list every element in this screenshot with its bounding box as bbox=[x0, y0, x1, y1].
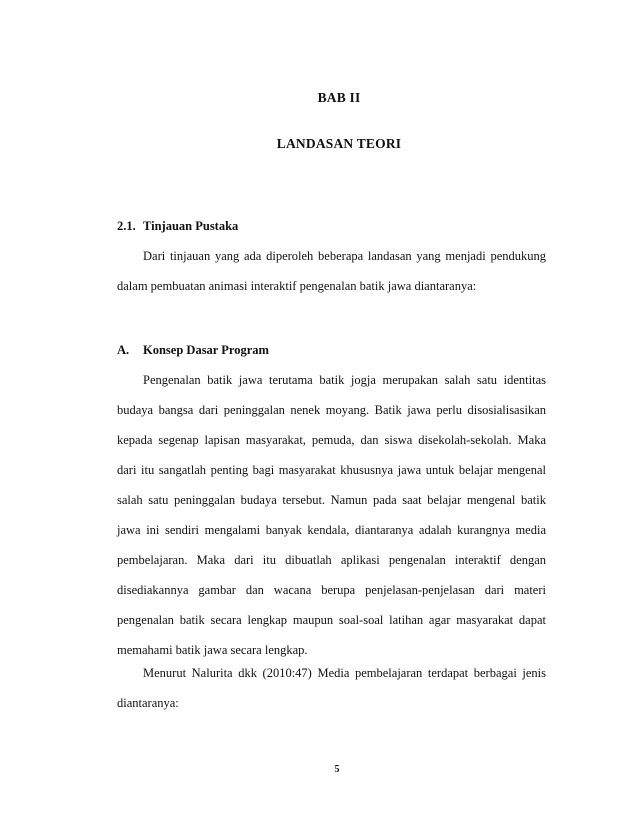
page-number: 5 bbox=[334, 764, 340, 775]
chapter-title: LANDASAN TEORI bbox=[276, 136, 402, 151]
paragraph-media-pembelajaran: Menurut Nalurita dkk (2010:47) Media pembelajaran terdapat berbagai jenis diantaranya: bbox=[117, 666, 546, 710]
section-number: 2.1. bbox=[117, 219, 136, 233]
section-heading-tinjauan-pustaka bbox=[117, 219, 238, 234]
section-heading-konsep-dasar-program bbox=[117, 343, 269, 358]
paragraph-tinjauan-intro: Dari tinjauan yang ada diperoleh beberapa landasan yang menjadi pendukung dalam pembuatan animasi interaktif pengenalan batik jawa diantaranya: bbox=[117, 249, 546, 293]
section-number: A. bbox=[117, 343, 130, 357]
paragraph-konsep-dasar: Pengenalan batik jawa terutama batik jogja merupakan salah satu identitas budaya bangsa dari peninggalan nenek moyang. Batik jawa perlu disosialisasikan kepada segenap lapisan masyarakat, pemuda, dan siswa disekolah-sekolah. Maka dari itu sangatlah penting bagi masyarakat khususnya jawa untuk belajar mengenal salah satu peninggalan budaya tersebut. Namun pada saat belajar mengenal batik jawa ini sendiri mengalami banyak kendala, diantaranya adalah kurangnya media pembelajaran. Maka dari itu dibuatlah aplikasi pengenalan interaktif dengan disediakannya gambar dan wacana berupa penjelasan-penjelasan dari materi pengenalan batik secara lengkap maupun soal-soal latihan agar masyarakat dapat memahami batik jawa secara lengkap. bbox=[117, 373, 546, 657]
chapter-number: BAB II bbox=[317, 90, 361, 105]
section-title: Konsep Dasar Program bbox=[143, 343, 269, 357]
section-title: Tinjauan Pustaka bbox=[143, 219, 239, 233]
